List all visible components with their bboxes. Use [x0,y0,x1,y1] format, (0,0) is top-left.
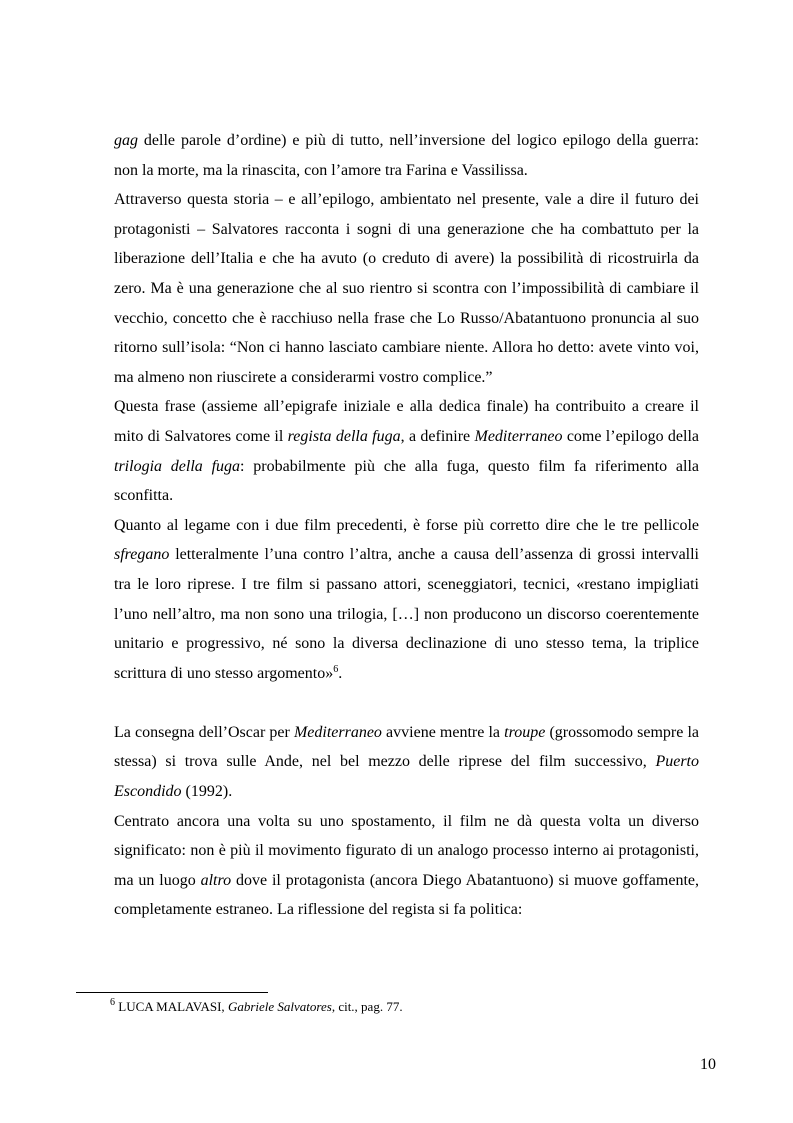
italic-text: Mediterraneo [474,427,563,445]
italic-text: Mediterraneo [293,723,382,741]
paragraph [114,392,699,510]
paragraph [114,185,699,392]
italic-text: trilogia della fuga [114,457,241,475]
footnote [110,998,403,1016]
text-run: , cit., pag. 77. [331,999,403,1014]
italic-text: Gabriele Salvatores [227,999,332,1014]
page-number: 10 [700,1056,716,1073]
paragraph [114,718,699,807]
italic-text: gag [114,132,138,149]
footnote-separator [76,992,268,993]
footnote-reference: 6 [333,663,339,675]
text-run: dove il protagonista (ancora Diego Abatantuono) si muove goffamente, completamente estraneo. La riflessione del regista si fa politica: [114,871,699,919]
paragraph [114,126,699,185]
text-run: LUCA MALAVASI, [115,999,228,1014]
text-run: Questa frase (assieme all’epigrafe iniziale e alla dedica finale) ha contribuito a creare il mito di Salvatores come il [114,398,699,445]
text-run: avviene mentre la [381,723,505,741]
italic-text: regista della fuga [287,427,401,445]
text-run: (1992). [181,783,233,801]
text-run: letteralmente l’una contro l’altra, anche a causa dell’assenza di grossi intervalli tra le loro riprese. I tre film si passano attori, sceneggiatori, tecnici, «restano impigliati l’uno nell’altro, ma non sono una trilogia, […] non producono un discorso coerentemente unitario e progressivo, né sono la diversa declinazione di uno stesso tema, la triplice scrittura di uno stesso argomento» [114,546,699,682]
italic-text: sfregano [114,546,170,564]
italic-text: troupe [504,723,546,741]
text-run: come l’epilogo della [562,427,700,445]
italic-text: Puerto Escondido [114,753,699,801]
text-run: (grossomodo sempre la stessa) si trova sulle Ande, nel bel mezzo delle riprese del film successivo, [114,723,699,771]
text-run: Centrato ancora una volta su uno spostamento, il film ne dà questa volta un diverso significato: non è più il movimento figurato di un analogo processo interno ai protagonisti, ma un luogo [114,812,699,889]
paragraph [114,511,699,689]
footnote-marker: 6 [110,997,115,1008]
text-run: : probabilmente più che alla fuga, questo film fa riferimento alla sconfitta. [114,457,699,505]
italic-text: altro [200,871,232,889]
body-text [114,126,699,925]
text-run: . [338,664,343,682]
text-run: delle parole d’ordine) e più di tutto, nell’inversione del logico epilogo della guerra: non la morte, ma la rinascita, con l’amore tra Farina e Vassilissa. [114,132,699,179]
text-run: La consegna dell’Oscar per [114,723,294,741]
text-run: , a definire [400,427,475,445]
text-run: Quanto al legame con i due film precedenti, è forse più corretto dire che le tre pellicole [114,516,699,534]
footnote-text [115,999,403,1014]
text-run: Attraverso questa storia – e all’epilogo, ambientato nel presente, vale a dire il futuro dei protagonisti – Salvatores racconta i sogni di una generazione che ha combattuto per la liberazione dell’Italia e che ha avuto (o creduto di avere) la possibilità di ricostruirla da zero. Ma è una generazione che al suo rientro si scontra con l’impossibilità di cambiare il vecchio, concetto che è racchiuso nella frase che Lo Russo/Abatantuono pronuncia al suo ritorno sull’isola: “Non ci hanno lasciato cambiare niente. Allora ho detto: avete vinto voi, ma almeno non riuscirete a considerarmi vostro complice.” [114,191,699,386]
paragraph [114,807,699,925]
